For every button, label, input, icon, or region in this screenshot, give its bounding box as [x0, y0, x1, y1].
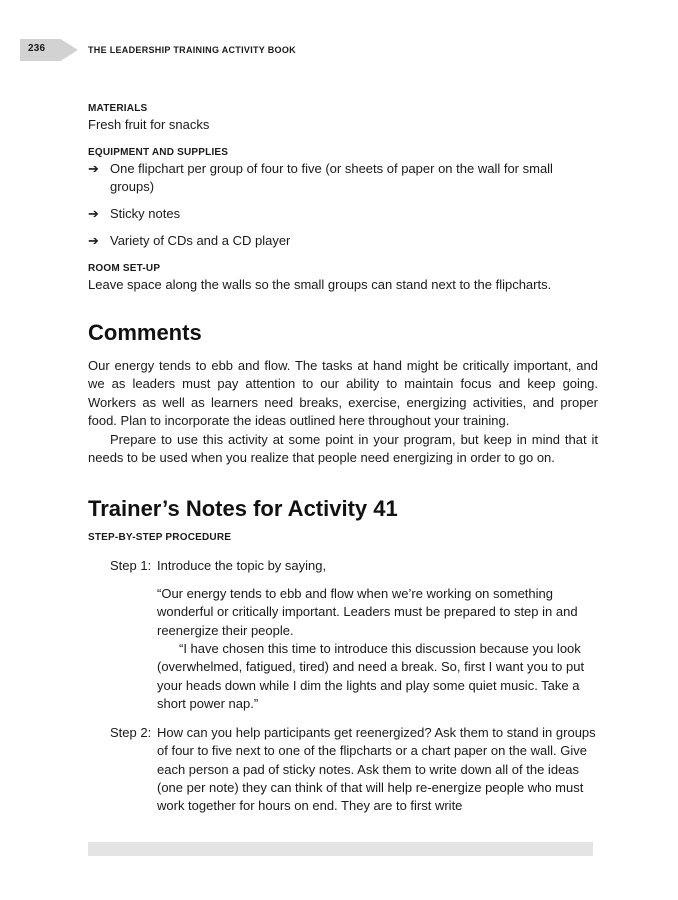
running-head: THE LEADERSHIP TRAINING ACTIVITY BOOK	[88, 45, 296, 55]
room-setup-text: Leave space along the walls so the small groups can stand next to the flipcharts.	[88, 277, 552, 292]
comments-paragraph-2: Prepare to use this activity at some point in your program, but keep in mind that it needs to be used when you realize that people need energizing in order to go on.	[88, 431, 598, 466]
step-1	[88, 557, 598, 575]
equipment-label: EQUIPMENT AND SUPPLIES	[88, 147, 229, 158]
page-content	[88, 102, 598, 816]
list-item-text: Sticky notes	[110, 206, 181, 221]
list-item-text: Variety of CDs and a CD player	[110, 233, 291, 248]
step-1-quote-2: “I have chosen this time to introduce this discussion because you look (overwhelmed, fatigued, tired) and need a break. So, first I want you to put your heads down while I dim the lights and play some quiet music. Take a short power nap.”	[157, 641, 585, 712]
arrow-right-icon: ➔	[88, 161, 99, 176]
list-item	[88, 160, 598, 196]
room-setup-label: ROOM SET-UP	[88, 263, 161, 274]
list-item-text: One flipchart per group of four to five (or sheets of paper on the wall for small groups)	[110, 161, 553, 194]
step-2-label: Step 2:	[110, 724, 152, 740]
arrow-right-icon: ➔	[88, 233, 99, 248]
comments-heading: Comments	[88, 320, 202, 345]
comments-paragraph-1: Our energy tends to ebb and flow. The tasks at hand might be critically important, and we as leaders must pay attention to our ability to maintain focus and keep going. Workers as well as learners need breaks, exercise, energizing activities, and proper food. Plan to incorporate the ideas outlined here throughout your training.	[88, 358, 598, 429]
list-item	[88, 205, 598, 223]
step-1-quote-1: “Our energy tends to ebb and flow when we’re working on something wonderful or critically important. Leaders must be prepared to step in and reenergize their people.	[157, 585, 578, 638]
arrow-right-icon: ➔	[88, 206, 99, 221]
procedure-label: STEP-BY-STEP PROCEDURE	[88, 532, 232, 544]
step-2-text: How can you help participants get reenergized? Ask them to stand in groups of four to five next to one of the flipcharts or a chart paper on the wall. Give each person a pad of sticky notes. Ask them to write down all of the ideas (one per note) they can think of that will help re-energize people who must work together for hours on end. They are to first write	[157, 724, 596, 814]
page-number: 236	[28, 43, 46, 54]
trainer-notes-heading: Trainer’s Notes for Activity 41	[88, 496, 398, 522]
step-2	[88, 724, 598, 816]
list-item	[88, 232, 598, 250]
step-1-label: Step 1:	[110, 558, 152, 574]
materials-text: Fresh fruit for snacks	[88, 117, 210, 132]
step-1-text: Introduce the topic by saying,	[157, 558, 327, 574]
equipment-list	[88, 160, 598, 250]
materials-label: MATERIALS	[88, 103, 148, 114]
footer-bar	[88, 842, 593, 856]
